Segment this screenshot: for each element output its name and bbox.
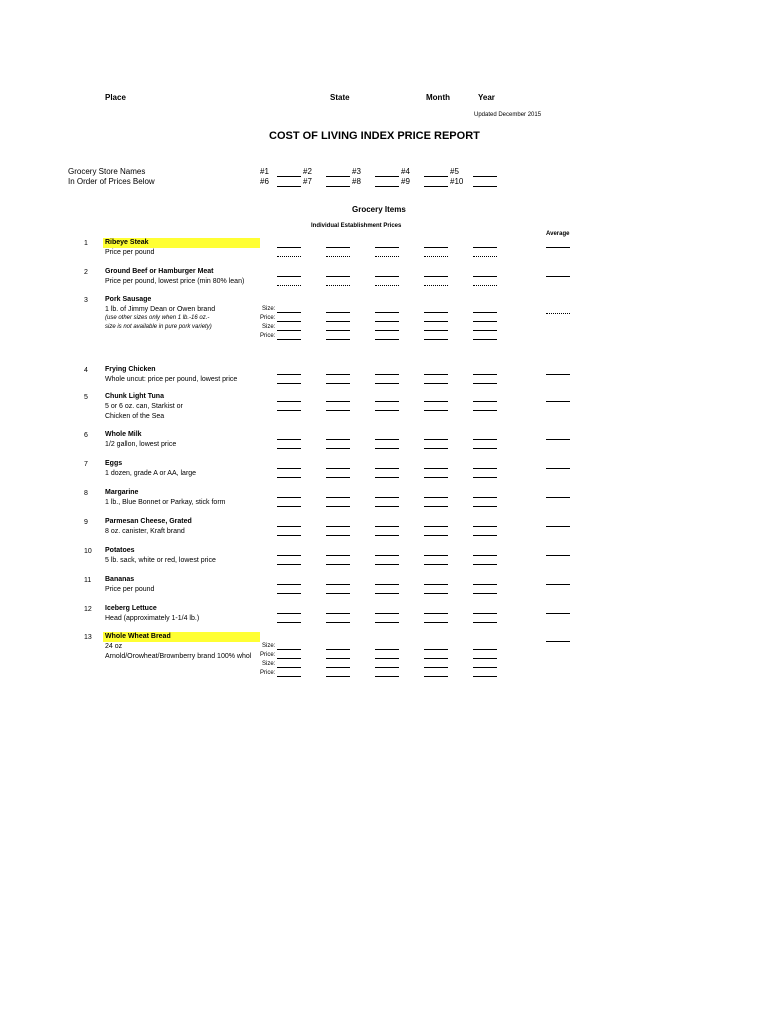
price-entry-line[interactable]: [277, 410, 301, 411]
price-entry-line[interactable]: [473, 526, 497, 527]
store-number-label: #9: [401, 177, 410, 186]
price-entry-line[interactable]: [326, 564, 350, 565]
price-entry-line[interactable]: [424, 613, 448, 614]
price-entry-line[interactable]: [424, 410, 448, 411]
item-name: Eggs: [105, 460, 123, 467]
item-number: 10: [84, 548, 92, 555]
item-number: 1: [84, 240, 88, 247]
price-entry-line[interactable]: [326, 593, 350, 594]
price-entry-line[interactable]: [375, 439, 399, 440]
item-number: 9: [84, 519, 88, 526]
price-entry-line[interactable]: [424, 564, 448, 565]
item-name: Frying Chicken: [105, 366, 156, 373]
price-entry-line[interactable]: [473, 339, 497, 340]
store-number-label: #6: [260, 177, 269, 186]
price-entry-line[interactable]: [375, 506, 399, 507]
price-entry-line[interactable]: [375, 312, 399, 313]
price-entry-line[interactable]: [375, 477, 399, 478]
price-entry-line[interactable]: [375, 584, 399, 585]
price-entry-line[interactable]: [424, 321, 448, 322]
item-description: (use other sizes only when 1 lb.-16 oz.-: [105, 315, 210, 321]
store-name-blank[interactable]: [424, 176, 448, 177]
price-entry-line[interactable]: [473, 497, 497, 498]
price-entry-line[interactable]: [375, 676, 399, 677]
price-entry-line[interactable]: [375, 535, 399, 536]
item-description: Chicken of the Sea: [105, 413, 165, 420]
price-entry-line[interactable]: [473, 330, 497, 331]
price-entry-line[interactable]: [277, 555, 301, 556]
average-entry-line[interactable]: [546, 555, 570, 556]
price-entry-line[interactable]: [424, 312, 448, 313]
price-entry-line[interactable]: [277, 676, 301, 677]
average-entry-line[interactable]: [546, 497, 570, 498]
price-entry-line[interactable]: [424, 256, 448, 257]
item-name: Potatoes: [105, 547, 135, 554]
store-name-blank[interactable]: [326, 176, 350, 177]
store-number-label: #5: [450, 167, 459, 176]
price-entry-line[interactable]: [326, 276, 350, 277]
price-entry-line[interactable]: [375, 658, 399, 659]
price-entry-line[interactable]: [375, 285, 399, 286]
price-entry-line[interactable]: [473, 622, 497, 623]
price-entry-line[interactable]: [277, 477, 301, 478]
price-entry-line[interactable]: [424, 468, 448, 469]
price-entry-line[interactable]: [473, 564, 497, 565]
price-entry-line[interactable]: [424, 555, 448, 556]
store-number-label: #7: [303, 177, 312, 186]
average-entry-line[interactable]: [546, 313, 570, 314]
item-number: 8: [84, 490, 88, 497]
price-entry-line[interactable]: [424, 330, 448, 331]
item-description: Head (approximately 1-1/4 lb.): [105, 615, 200, 622]
price-entry-line[interactable]: [375, 410, 399, 411]
average-entry-line[interactable]: [546, 641, 570, 642]
size-label: Size:: [262, 661, 276, 667]
price-entry-line[interactable]: [375, 622, 399, 623]
item-name: Parmesan Cheese, Grated: [105, 518, 192, 525]
price-entry-line[interactable]: [375, 330, 399, 331]
month-label: Month: [426, 93, 450, 102]
price-entry-line[interactable]: [473, 374, 497, 375]
average-entry-line[interactable]: [546, 439, 570, 440]
item-number: 6: [84, 432, 88, 439]
price-entry-line[interactable]: [424, 439, 448, 440]
size-label: Size:: [262, 643, 276, 649]
item-description: Price per pound: [105, 586, 155, 593]
item-description: 1 lb., Blue Bonnet or Parkay, stick form: [105, 499, 226, 506]
price-entry-line[interactable]: [424, 285, 448, 286]
price-entry-line[interactable]: [473, 256, 497, 257]
price-entry-line[interactable]: [424, 506, 448, 507]
page-title: COST OF LIVING INDEX PRICE REPORT: [269, 130, 480, 142]
price-entry-line[interactable]: [473, 312, 497, 313]
price-entry-line[interactable]: [277, 622, 301, 623]
size-label: Size:: [262, 306, 276, 312]
price-entry-line[interactable]: [473, 321, 497, 322]
price-entry-line[interactable]: [473, 439, 497, 440]
item-description: 8 oz. canister, Kraft brand: [105, 528, 185, 535]
price-entry-line[interactable]: [375, 497, 399, 498]
price-entry-line[interactable]: [277, 276, 301, 277]
price-entry-line[interactable]: [277, 613, 301, 614]
price-entry-line[interactable]: [277, 584, 301, 585]
price-entry-line[interactable]: [375, 256, 399, 257]
price-entry-line[interactable]: [326, 321, 350, 322]
item-name: Chunk Light Tuna: [105, 393, 164, 400]
price-entry-line[interactable]: [473, 584, 497, 585]
price-entry-line[interactable]: [375, 339, 399, 340]
price-entry-line[interactable]: [473, 658, 497, 659]
item-name: Iceberg Lettuce: [105, 605, 157, 612]
item-name: Ribeye Steak: [105, 239, 149, 246]
price-entry-line[interactable]: [326, 247, 350, 248]
size-entry-line[interactable]: [277, 330, 301, 331]
item-number: 13: [84, 634, 92, 641]
store-number-label: #3: [352, 167, 361, 176]
store-name-blank[interactable]: [375, 186, 399, 187]
price-entry-line[interactable]: [326, 468, 350, 469]
price-entry-line[interactable]: [473, 676, 497, 677]
item-description: Whole uncut: price per pound, lowest price: [105, 376, 238, 383]
price-entry-line[interactable]: [375, 555, 399, 556]
price-entry-line[interactable]: [424, 593, 448, 594]
price-entry-line[interactable]: [277, 247, 301, 248]
item-number: 4: [84, 367, 88, 374]
price-entry-line[interactable]: [424, 667, 448, 668]
price-entry-line[interactable]: [424, 276, 448, 277]
size-entry-line[interactable]: [277, 312, 301, 313]
price-entry-line[interactable]: [375, 613, 399, 614]
price-entry-line[interactable]: [277, 383, 301, 384]
store-number-label: #1: [260, 167, 269, 176]
store-number-label: #10: [450, 177, 464, 186]
item-description: 1 dozen, grade A or AA, large: [105, 470, 197, 477]
price-label: Price:: [260, 333, 276, 339]
store-name-blank[interactable]: [277, 176, 301, 177]
individual-prices-heading: Individual Establishment Prices: [311, 223, 402, 229]
price-entry-line[interactable]: [326, 667, 350, 668]
price-entry-line[interactable]: [375, 448, 399, 449]
price-entry-line[interactable]: [424, 374, 448, 375]
price-entry-line[interactable]: [326, 506, 350, 507]
stores-label-line2: In Order of Prices Below: [68, 177, 155, 186]
average-entry-line[interactable]: [546, 374, 570, 375]
price-entry-line[interactable]: [424, 676, 448, 677]
price-entry-line[interactable]: [424, 383, 448, 384]
price-entry-line[interactable]: [473, 448, 497, 449]
price-entry-line[interactable]: [424, 477, 448, 478]
average-entry-line[interactable]: [546, 276, 570, 277]
price-entry-line[interactable]: [277, 321, 301, 322]
price-entry-line[interactable]: [424, 401, 448, 402]
price-entry-line[interactable]: [326, 649, 350, 650]
item-description: Arnold/Orowheat/Brownberry brand 100% whol: [105, 653, 252, 660]
price-entry-line[interactable]: [326, 584, 350, 585]
price-entry-line[interactable]: [473, 667, 497, 668]
item-number: 2: [84, 269, 88, 276]
price-label: Price:: [260, 670, 276, 676]
price-entry-line[interactable]: [473, 506, 497, 507]
price-entry-line[interactable]: [424, 497, 448, 498]
price-entry-line[interactable]: [473, 477, 497, 478]
price-entry-line[interactable]: [277, 448, 301, 449]
price-entry-line[interactable]: [375, 383, 399, 384]
price-entry-line[interactable]: [277, 401, 301, 402]
item-description: Price per pound, lowest price (min 80% lean): [105, 278, 245, 285]
price-entry-line[interactable]: [375, 401, 399, 402]
item-description: 24 oz: [105, 643, 123, 650]
item-name: Pork Sausage: [105, 296, 152, 303]
price-entry-line[interactable]: [326, 535, 350, 536]
price-entry-line[interactable]: [326, 676, 350, 677]
price-entry-line[interactable]: [375, 374, 399, 375]
item-description: 1/2 gallon, lowest price: [105, 441, 177, 448]
price-entry-line[interactable]: [326, 339, 350, 340]
price-entry-line[interactable]: [424, 622, 448, 623]
store-number-label: #8: [352, 177, 361, 186]
item-name: Bananas: [105, 576, 135, 583]
stores-label-line1: Grocery Store Names: [68, 167, 146, 176]
average-entry-line[interactable]: [546, 247, 570, 248]
updated-note: Updated December 2015: [474, 112, 542, 118]
price-entry-line[interactable]: [424, 658, 448, 659]
price-entry-line[interactable]: [375, 564, 399, 565]
price-entry-line[interactable]: [473, 383, 497, 384]
price-entry-line[interactable]: [326, 439, 350, 440]
price-entry-line[interactable]: [326, 448, 350, 449]
price-entry-line[interactable]: [375, 276, 399, 277]
price-entry-line[interactable]: [277, 497, 301, 498]
average-entry-line[interactable]: [546, 401, 570, 402]
item-number: 11: [84, 577, 92, 584]
price-entry-line[interactable]: [277, 506, 301, 507]
store-name-blank[interactable]: [277, 186, 301, 187]
price-entry-line[interactable]: [277, 564, 301, 565]
store-name-blank[interactable]: [326, 186, 350, 187]
average-entry-line[interactable]: [546, 613, 570, 614]
grocery-items-heading: Grocery Items: [352, 205, 406, 214]
item-number: 5: [84, 394, 88, 401]
price-entry-line[interactable]: [326, 383, 350, 384]
price-entry-line[interactable]: [424, 448, 448, 449]
price-entry-line[interactable]: [424, 535, 448, 536]
price-entry-line[interactable]: [473, 613, 497, 614]
price-entry-line[interactable]: [375, 593, 399, 594]
item-description: Price per pound: [105, 249, 155, 256]
price-entry-line[interactable]: [326, 312, 350, 313]
price-entry-line[interactable]: [326, 555, 350, 556]
item-description: 5 lb. sack, white or red, lowest price: [105, 557, 216, 564]
price-label: Price:: [260, 652, 276, 658]
item-name: Whole Wheat Bread: [105, 633, 171, 640]
price-entry-line[interactable]: [326, 622, 350, 623]
price-entry-line[interactable]: [326, 256, 350, 257]
price-entry-line[interactable]: [424, 339, 448, 340]
price-entry-line[interactable]: [375, 649, 399, 650]
price-entry-line[interactable]: [375, 247, 399, 248]
item-number: 7: [84, 461, 88, 468]
price-entry-line[interactable]: [326, 410, 350, 411]
size-label: Size:: [262, 324, 276, 330]
price-entry-line[interactable]: [473, 285, 497, 286]
place-label: Place: [105, 93, 126, 102]
price-entry-line[interactable]: [326, 497, 350, 498]
price-entry-line[interactable]: [277, 374, 301, 375]
price-entry-line[interactable]: [277, 285, 301, 286]
store-name-blank[interactable]: [424, 186, 448, 187]
size-entry-line[interactable]: [277, 649, 301, 650]
item-description: 1 lb. of Jimmy Dean or Owen brand: [105, 306, 216, 313]
item-number: 12: [84, 606, 92, 613]
price-entry-line[interactable]: [424, 649, 448, 650]
average-entry-line[interactable]: [546, 468, 570, 469]
state-label: State: [330, 93, 350, 102]
price-entry-line[interactable]: [375, 526, 399, 527]
price-entry-line[interactable]: [326, 285, 350, 286]
price-entry-line[interactable]: [473, 535, 497, 536]
price-entry-line[interactable]: [473, 555, 497, 556]
price-entry-line[interactable]: [424, 247, 448, 248]
store-number-label: #2: [303, 167, 312, 176]
average-entry-line[interactable]: [546, 584, 570, 585]
price-entry-line[interactable]: [473, 410, 497, 411]
store-name-blank[interactable]: [473, 176, 497, 177]
item-description: 5 or 6 oz. can, Starkist or: [105, 403, 183, 410]
price-entry-line[interactable]: [277, 526, 301, 527]
average-entry-line[interactable]: [546, 526, 570, 527]
item-description: size is not available in pure pork variety): [105, 324, 212, 330]
year-label: Year: [478, 93, 495, 102]
price-entry-line[interactable]: [473, 247, 497, 248]
price-entry-line[interactable]: [326, 658, 350, 659]
item-name: Margarine: [105, 489, 139, 496]
price-entry-line[interactable]: [375, 667, 399, 668]
price-entry-line[interactable]: [277, 658, 301, 659]
size-entry-line[interactable]: [277, 667, 301, 668]
price-entry-line[interactable]: [277, 439, 301, 440]
price-entry-line[interactable]: [473, 593, 497, 594]
price-entry-line[interactable]: [473, 401, 497, 402]
price-entry-line[interactable]: [326, 330, 350, 331]
store-name-blank[interactable]: [473, 186, 497, 187]
store-number-label: #4: [401, 167, 410, 176]
store-name-blank[interactable]: [375, 176, 399, 177]
price-entry-line[interactable]: [277, 468, 301, 469]
price-entry-line[interactable]: [277, 339, 301, 340]
price-entry-line[interactable]: [375, 321, 399, 322]
item-name: Whole Milk: [105, 431, 142, 438]
price-label: Price:: [260, 315, 276, 321]
item-name: Ground Beef or Hamburger Meat: [105, 268, 214, 275]
average-heading: Average: [546, 231, 570, 237]
price-entry-line[interactable]: [277, 593, 301, 594]
price-entry-line[interactable]: [473, 276, 497, 277]
price-entry-line[interactable]: [375, 468, 399, 469]
price-entry-line[interactable]: [326, 477, 350, 478]
price-entry-line[interactable]: [277, 535, 301, 536]
price-entry-line[interactable]: [326, 526, 350, 527]
price-entry-line[interactable]: [277, 256, 301, 257]
price-entry-line[interactable]: [326, 401, 350, 402]
price-entry-line[interactable]: [473, 468, 497, 469]
price-entry-line[interactable]: [424, 584, 448, 585]
item-number: 3: [84, 297, 88, 304]
price-entry-line[interactable]: [473, 649, 497, 650]
price-entry-line[interactable]: [326, 374, 350, 375]
price-entry-line[interactable]: [326, 613, 350, 614]
price-entry-line[interactable]: [424, 526, 448, 527]
